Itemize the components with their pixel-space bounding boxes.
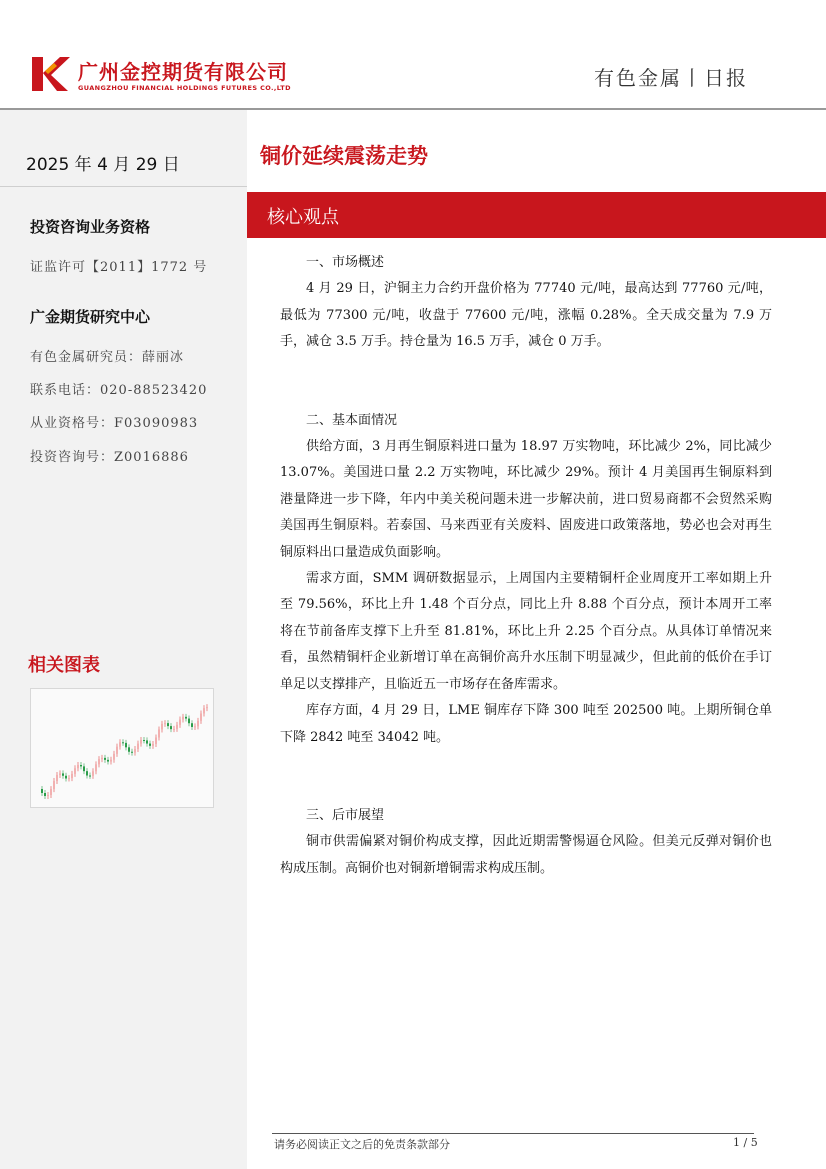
- thumbnail-candle: [176, 725, 178, 729]
- consulting-license: 投资咨询号：Z0016886: [30, 450, 189, 465]
- thumbnail-candle: [200, 713, 202, 720]
- market-summary-paragraph: 4 月 29 日，沪铜主力合约开盘价格为 77740 元/吨，最高达到 77760 元/吨，最低为 77300 元/吨，收盘于 77600 元/吨，涨幅 0.28%。全天成交量为 7.9 万手，减仓 3.5 万手。持仓量为 16.5 万手，减仓 0 万手。: [280, 281, 772, 350]
- thumbnail-candle: [155, 738, 157, 744]
- thumbnail-candle: [44, 793, 46, 796]
- qualification-title: 投资咨询业务资格: [30, 218, 151, 236]
- thumbnail-candle: [185, 717, 187, 719]
- thumbnail-candle: [62, 773, 64, 775]
- thumbnail-candle: [167, 723, 169, 726]
- thumbnail-candle: [161, 724, 163, 730]
- thumbnail-candle: [89, 776, 91, 777]
- thumbnail-candle: [179, 720, 181, 725]
- thumbnail-candle: [140, 740, 142, 744]
- thumbnail-candle: [71, 774, 73, 778]
- section-heading-market: 一、市场概述: [306, 255, 385, 270]
- thumbnail-candle: [137, 744, 139, 749]
- thumbnail-candle: [77, 765, 79, 768]
- thumbnail-candle: [131, 752, 133, 753]
- thumbnail-candle: [113, 754, 115, 760]
- research-center-title: 广金期货研究中心: [30, 308, 151, 326]
- practice-license: 从业资格号：F03090983: [30, 416, 199, 431]
- thumbnail-candle: [98, 759, 100, 764]
- outlook-paragraph: 铜市供需偏紧对铜价构成支撑，因此近期需警惕逼仓风险。但美元反弹对铜价也构成压制。高铜价也对铜新增铜需求构成压制。: [280, 834, 772, 876]
- report-date: 2025 年 4 月 29 日: [26, 155, 180, 175]
- disclaimer-note: 请务必阅读正文之后的免责条款部分: [274, 1138, 450, 1151]
- demand-paragraph: 需求方面，SMM 调研数据显示，上周国内主要精铜杆企业周度开工率如期上升至 79.56%，环比上升 1.48 个百分点，同比上升 8.88 个百分点，预计本周开工率将在节前备库支撑下上升至 81.81%，环比上升 2.25 个百分点。从具体订单情况来看，虽然精铜杆企业新增订单在高铜价高升水压制下明显减少，但此前的低价在手订单足以支撑排产，且临近五一市场存在备库需求。: [280, 571, 772, 692]
- thumbnail-candle: [125, 743, 127, 747]
- thumbnail-background: [31, 689, 213, 807]
- thumbnail-candle: [197, 721, 199, 726]
- thumbnail-candle: [191, 723, 193, 727]
- license-number: 证监许可【2011】1772 号: [30, 260, 208, 275]
- thumbnail-candle: [182, 717, 184, 720]
- thumbnail-candle: [158, 729, 160, 737]
- company-name: 广州金控期货有限公司: [78, 60, 288, 84]
- sidebar: [0, 110, 247, 1169]
- section-heading-fundamentals: 二、基本面情况: [306, 412, 398, 428]
- core-view-label: 核心观点: [267, 207, 339, 228]
- related-chart-thumbnail[interactable]: [30, 688, 214, 808]
- k-logo-icon: [30, 54, 70, 94]
- thumbnail-candle: [80, 765, 82, 766]
- thumbnail-candle: [86, 771, 88, 775]
- thumbnail-candle: [47, 795, 49, 796]
- thumbnail-candle: [170, 726, 172, 729]
- thumbnail-candle: [203, 708, 205, 713]
- thumbnail-candle: [104, 758, 106, 760]
- sidebar-divider: [0, 186, 247, 187]
- core-view-band: [247, 192, 826, 238]
- thumbnail-candle: [173, 729, 175, 730]
- thumbnail-candle: [107, 760, 109, 762]
- report-type: 有色金属丨日报: [594, 66, 748, 90]
- thumbnail-candle: [116, 747, 118, 754]
- thumbnail-candle: [188, 719, 190, 724]
- thumbnail-candle: [50, 789, 52, 795]
- thumbnail-candle: [134, 749, 136, 753]
- thumbnail-candle: [194, 726, 196, 727]
- thumbnail-candle: [101, 758, 103, 759]
- thumbnail-candle: [56, 775, 58, 781]
- thumbnail-candle: [92, 771, 94, 776]
- thumbnail-candle: [152, 744, 154, 746]
- section-heading-outlook: 三、后市展望: [306, 807, 385, 823]
- contact-phone: 联系电话：020-88523420: [30, 383, 208, 398]
- thumbnail-candle: [164, 723, 166, 724]
- thumbnail-candle: [95, 764, 97, 771]
- page-header: [0, 0, 826, 110]
- thumbnail-candle: [143, 740, 145, 741]
- thumbnail-candle: [83, 766, 85, 771]
- thumbnail-candle: [122, 742, 124, 743]
- thumbnail-candle: [65, 776, 67, 779]
- page-number: 1 / 5: [733, 1136, 758, 1149]
- thumbnail-candle: [53, 781, 55, 789]
- researcher-name: 有色金属研究员：薛丽冰: [30, 350, 185, 365]
- thumbnail-candle: [59, 773, 61, 775]
- thumbnail-candle: [206, 707, 208, 708]
- thumbnail-candle: [68, 778, 70, 779]
- footer-divider: [272, 1133, 754, 1134]
- report-body: [280, 250, 772, 882]
- related-charts-title: 相关图表: [28, 655, 100, 676]
- report-title: 铜价延续震荡走势: [260, 144, 428, 168]
- thumbnail-candle: [41, 789, 43, 793]
- thumbnail-candle: [146, 740, 148, 743]
- thumbnail-candle: [110, 760, 112, 762]
- thumbnail-candle: [119, 742, 121, 746]
- thumbnail-candle: [128, 747, 130, 751]
- inventory-paragraph: 库存方面，4 月 29 日，LME 铜库存下降 300 吨至 202500 吨。上期所铜仓单下降 2842 吨至 34042 吨。: [280, 703, 772, 745]
- company-name-english: GUANGZHOU FINANCIAL HOLDINGS FUTURES CO.,LTD: [78, 84, 291, 92]
- thumbnail-candle: [149, 744, 151, 746]
- supply-paragraph: 供给方面，3 月再生铜原料进口量为 18.97 万实物吨，环比减少 2%，同比减少 13.07%。美国进口量 2.2 万实物吨，环比减少 29%。预计 4 月美国再生铜原料到港量降进一步下降，年内中美关税问题未进一步解决前，进口贸易商都不会贸然采购美国再生铜原料。若泰国、马来西亚有关废料、固废进口政策落地，势必也会对再生铜原料出口量造成负面影响。: [280, 439, 772, 560]
- thumbnail-candle: [74, 768, 76, 774]
